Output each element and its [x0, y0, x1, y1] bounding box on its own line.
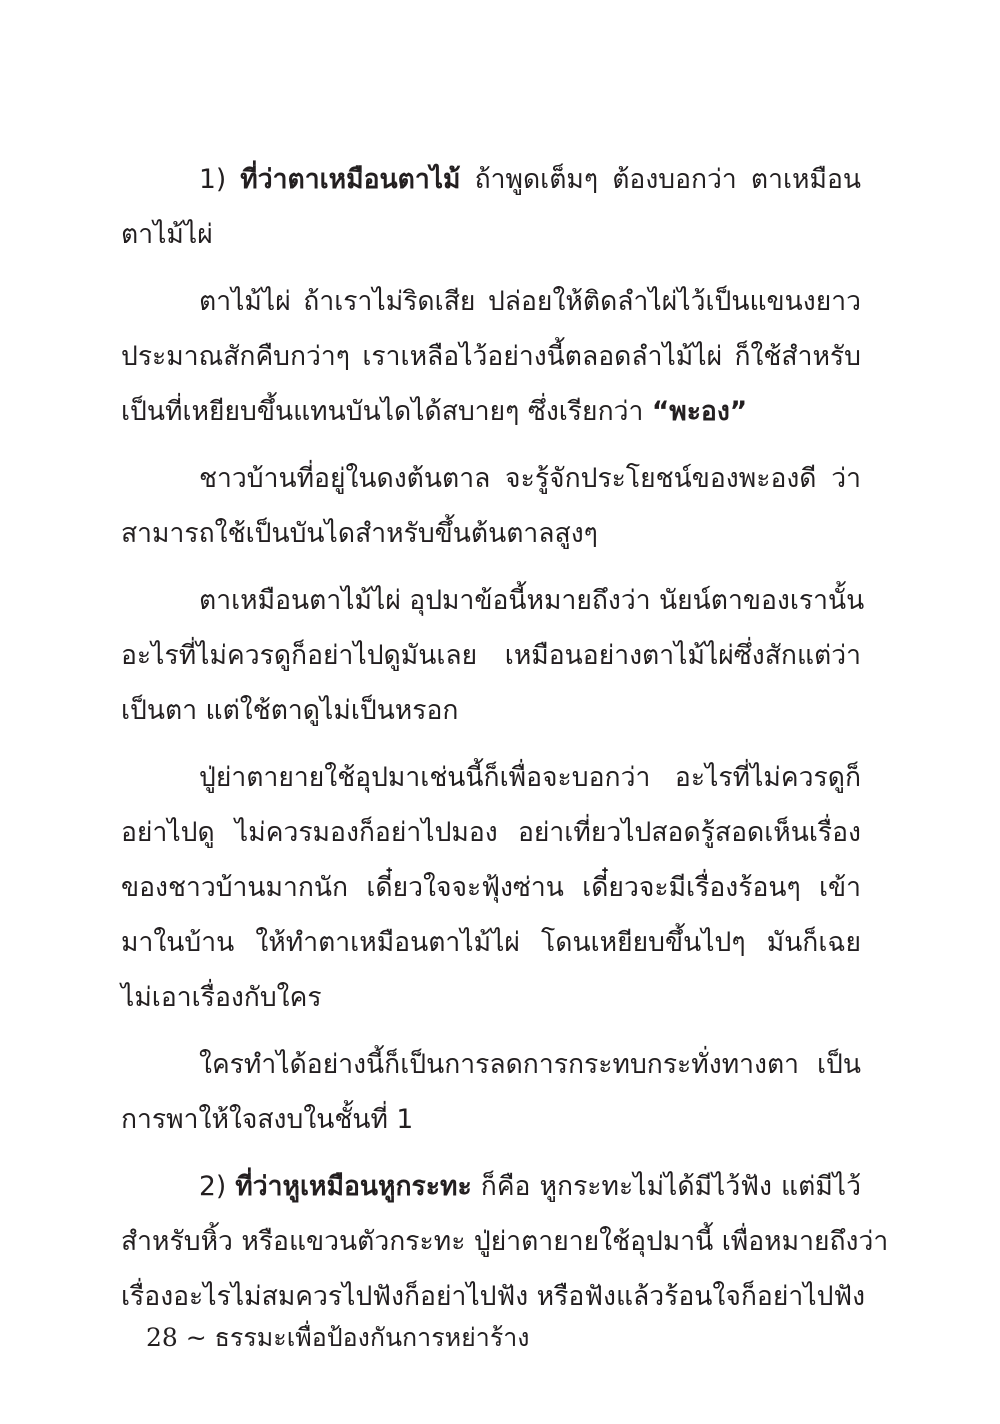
paragraph [121, 1159, 889, 1324]
text-line: ตาเหมือนตาไม้ไผ่ อุปมาข้อนี้หมายถึงว่า นัยน์ตาของเรานั้น [199, 585, 865, 616]
text-line: อย่าไปดู ไม่ควรมองก็อย่าไปมอง อย่าเที่ยวไปสอดรู้สอดเห็นเรื่อง [121, 817, 861, 848]
text-line [121, 152, 861, 207]
text-line: การพาให้ใจสงบในชั้นที่ 1 [121, 1104, 414, 1135]
paragraph [121, 573, 865, 738]
text-line: ไม่เอาเรื่องกับใคร [121, 982, 322, 1013]
text-line: อะไรที่ไม่ควรดูก็อย่าไปดูมันเลย เหมือนอย่างตาไม้ไผ่ซึ่งสักแต่ว่า [121, 640, 861, 671]
book-title: ธรรมะเพื่อป้องกันการหย่าร้าง [214, 1323, 530, 1352]
paragraph [121, 451, 861, 561]
line-text: ก็คือ หูกระทะไม่ได้มีไว้ฟัง แต่มีไว้ [471, 1171, 862, 1202]
bold-heading: ที่ว่าตาเหมือนตาไม้ [240, 164, 461, 195]
footer-separator: ~ [185, 1323, 207, 1352]
text-line: สำหรับหิ้ว หรือแขวนตัวกระทะ ปู่ย่าตายายใช้อุปมานี้ เพื่อหมายถึงว่า [121, 1226, 889, 1257]
text-line: สามารถใช้เป็นบันไดสำหรับขึ้นต้นตาลสูงๆ [121, 518, 598, 549]
line-text: เป็นที่เหยียบขึ้นแทนบันไดได้สบายๆ ซึ่งเรียกว่า [121, 396, 652, 427]
item-number: 2) [199, 1171, 236, 1202]
body-text [121, 152, 889, 1336]
line-text: ถ้าพูดเต็มๆ ต้องบอกว่า ตาเหมือน [460, 164, 861, 195]
page-footer [146, 1318, 530, 1358]
text-line: ตาไม้ไผ่ ถ้าเราไม่ริดเสีย ปล่อยให้ติดลำไผ่ไว้เป็นแขนงยาว [199, 286, 861, 317]
page-number: 28 [146, 1323, 178, 1352]
paragraph [121, 152, 861, 262]
text-line [121, 384, 861, 439]
text-line: ชาวบ้านที่อยู่ในดงต้นตาล จะรู้จักประโยชน์ของพะองดี ว่า [199, 463, 861, 494]
text-line: ของชาวบ้านมากนัก เดี๋ยวใจจะฟุ้งซ่าน เดี๋ยวจะมีเรื่องร้อนๆ เข้า [121, 872, 861, 903]
text-line: มาในบ้าน ให้ทำตาเหมือนตาไม้ไผ่ โดนเหยียบขึ้นไปๆ มันก็เฉย [121, 927, 861, 958]
text-line: ตาไม้ไผ่ [121, 219, 213, 250]
bold-term: “พะอง” [651, 396, 748, 427]
text-line: เป็นตา แต่ใช้ตาดูไม่เป็นหรอก [121, 695, 459, 726]
item-number: 1) [199, 164, 241, 195]
paragraph [121, 1037, 861, 1147]
paragraph [121, 750, 861, 1025]
text-line: ประมาณสักคืบกว่าๆ เราเหลือไว้อย่างนี้ตลอดลำไม้ไผ่ ก็ใช้สำหรับ [121, 341, 861, 372]
bold-heading: ที่ว่าหูเหมือนหูกระทะ [235, 1171, 472, 1202]
text-line [121, 1159, 861, 1214]
text-line: เรื่องอะไรไม่สมควรไปฟังก็อย่าไปฟัง หรือฟังแล้วร้อนใจก็อย่าไปฟัง [121, 1281, 866, 1312]
text-line: ปู่ย่าตายายใช้อุปมาเช่นนี้ก็เพื่อจะบอกว่า อะไรที่ไม่ควรดูก็ [199, 762, 861, 793]
paragraph [121, 274, 861, 439]
text-line: ใครทำได้อย่างนี้ก็เป็นการลดการกระทบกระทั่งทางตา เป็น [199, 1049, 861, 1080]
